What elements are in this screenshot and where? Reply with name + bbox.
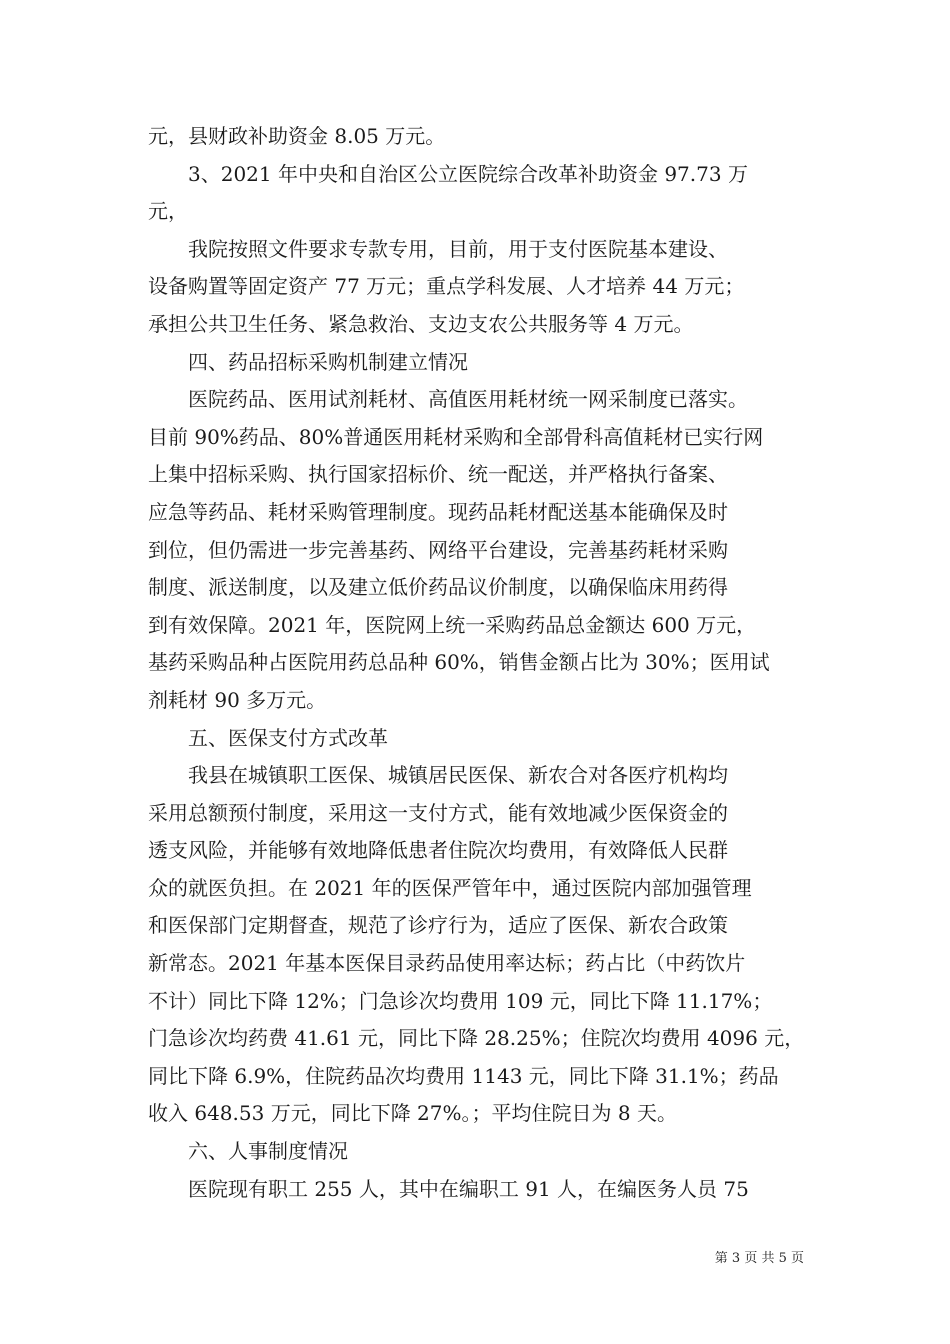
text-line: 目前 90%药品、80%普通医用耗材采购和全部骨科高值耗材已实行网 xyxy=(148,424,764,449)
page-number: 第 3 页 共 5 页 xyxy=(714,1251,804,1266)
text-line: 到有效保障。2021 年，医院网上统一采购药品总金额达 600 万元， xyxy=(148,612,757,637)
text-line: 医院现有职工 255 人，其中在编职工 91 人，在编医务人员 75 xyxy=(188,1176,749,1201)
text-line: 五、医保支付方式改革 xyxy=(188,725,388,750)
text-line: 六、人事制度情况 xyxy=(188,1139,348,1164)
text-line: 我院按照文件要求专款专用，目前，用于支付医院基本建设、 xyxy=(188,236,728,261)
text-line: 基药采购品种占医院用药总品种 60%，销售金额占比为 30%；医用试 xyxy=(148,650,770,675)
text-line: 到位，但仍需进一步完善基药、网络平台建设，完善基药耗材采购 xyxy=(148,537,728,562)
text-line: 四、药品招标采购机制建立情况 xyxy=(188,349,468,374)
text-line: 元， xyxy=(148,199,188,224)
text-line: 上集中招标采购、执行国家招标价、统一配送，并严格执行备案、 xyxy=(148,462,728,487)
text-line: 元，县财政补助资金 8.05 万元。 xyxy=(148,124,446,148)
text-line: 承担公共卫生任务、紧急救治、支边支农公共服务等 4 万元。 xyxy=(148,311,694,336)
text-line: 新常态。2021 年基本医保目录药品使用率达标；药占比（中药饮片 xyxy=(148,951,746,976)
text-line: 同比下降 6.9%，住院药品次均费用 1143 元，同比下降 31.1%；药品 xyxy=(148,1063,779,1088)
text-line: 制度、派送制度，以及建立低价药品议价制度，以确保临床用药得 xyxy=(148,575,728,600)
text-line: 剂耗材 90 多万元。 xyxy=(148,687,327,712)
text-line: 3、2021 年中央和自治区公立医院综合改革补助资金 97.73 万 xyxy=(188,161,748,186)
text-line: 收入 648.53 万元，同比下降 27%。；平均住院日为 8 天。 xyxy=(148,1101,677,1126)
text-line: 和医保部门定期督查，规范了诊疗行为，适应了医保、新农合政策 xyxy=(148,913,728,938)
text-line: 采用总额预付制度，采用这一支付方式，能有效地减少医保资金的 xyxy=(148,800,728,825)
text-line: 不计）同比下降 12%；门急诊次均费用 109 元，同比下降 11.17%； xyxy=(148,988,773,1013)
text-line: 透支风险，并能够有效地降低患者住院次均费用，有效降低人民群 xyxy=(148,838,728,863)
text-line: 应急等药品、耗材采购管理制度。现药品耗材配送基本能确保及时 xyxy=(148,499,728,524)
document-body xyxy=(148,118,828,1208)
text-line: 门急诊次均药费 41.61 元，同比下降 28.25%；住院次均费用 4096 元， xyxy=(148,1026,805,1051)
text-line: 医院药品、医用试剂耗材、高值医用耗材统一网采制度已落实。 xyxy=(188,387,748,412)
text-line: 我县在城镇职工医保、城镇居民医保、新农合对各医疗机构均 xyxy=(188,763,728,788)
text-line: 众的就医负担。在 2021 年的医保严管年中，通过医院内部加强管理 xyxy=(148,875,752,900)
text-line: 设备购置等固定资产 77 万元；重点学科发展、人才培养 44 万元； xyxy=(148,274,745,299)
